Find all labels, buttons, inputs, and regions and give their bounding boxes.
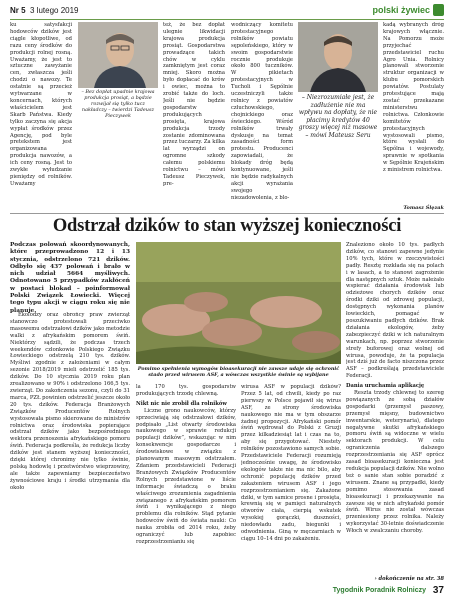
- top-column-3: wodniczący komitetu protestacyjnego rolników powiatu sępoleńskiego, który w swoim gospodarstwie rocznie produkuje około 800 tuczników. W pikietach protestacyjnych w Tucholi i Sępólnie uczestniczyli także rolnicy z powiatów człuchowskiego, chojnickiego oraz świeckiego. Wśród rolników trwały dyskusje na temat zasadności form protestu. Producenci zapowiadali, że blokady dróg będą kontynuowane, jeśli nie będzie radykalnych akcji wyrażania swojego niezadowolenia, z blo-: [231, 22, 293, 201]
- portrait-photo-1: [78, 22, 158, 88]
- portrait-photo-2: [298, 22, 378, 92]
- article-photo-caption: Pomimo spełnienia wymogów bioasekuracji nie zawsze udaje się ochronić stado przed wirusem ASF, a wówczas wszystkie świnie są wybijane: [137, 366, 340, 379]
- portrait-2-graphic: [298, 22, 378, 92]
- top-column-2: też, że bez dopłat ulegnie likwidacji krajowa produkcja prosiąt. Gospodarstwa prowadzące takich chów w cyklu zamkniętym jest coraz mniej. Skoro można było dopłacać do krów i owiec, można to zrobić także do loch. Jeśli nie będzie gospodarstw produkujących prosięta, krajowa produkcja trzody zostanie zdominowana przez tuczarzy. Za kilka lat wyrządzi on ogromne szkody całemu polskiemu rolnictwu – mówi Tadeusz Pieczywek, pre-: [163, 22, 225, 187]
- portrait-caption-1: – Bez dopłat upadnie krajowa produkcja prosiąt, a będzie rozwijał się tylko tucz nakładczy – twierdzi Tadeusz Pieczywek: [81, 89, 155, 120]
- portrait-1-graphic: [78, 22, 158, 88]
- page-footer: [10, 576, 444, 597]
- publication-name: Tygodnik Poradnik Rolniczy: [332, 587, 426, 594]
- top-author: Tomasz Ślęzak: [403, 205, 444, 211]
- issue-info: [10, 6, 79, 15]
- subhead-2: Dania uruchamia aplikację: [346, 383, 425, 390]
- header-rule: [10, 19, 444, 20]
- page-header: [10, 6, 444, 18]
- pigs-photo-graphic: [136, 242, 341, 364]
- top-column-4: kadą wybranych dróg krajowych włącznie. Na Pomorzu może przyjechać przedstawiciel ruchu Agro Unia. Rolnicy planowali stworzenie struktur organizacji w klubu pomorskich powiatów. Postulaty protestujące mają zostać przekazane ministerstwu rolnictwa. Członkowie komitetów protestacyjnych wystosowali pismo, które wysłali do Sępólna i wojewody, sprawnie w spotkania w Sępólnie Krajeńskim z ministrem rolnictwa.: [383, 22, 444, 174]
- article-photo-pigs: [136, 242, 341, 364]
- article-title: Odstrzał dzików to stan wyższej konieczności: [52, 216, 402, 236]
- article-column-2: la 170 tys. gospodarstw produkujących trzodę chlewną. Nikt nic nie zrobił dla rolników Liczne grono naukowców, którzy sprzeciwiają się odstrzałowi dzików, podpisało „List otwarty środowiska naukowego w sprawie redukcji populacji dzików”, wskazując w nim konsekwencje gospodarcze i środowiskowe w związku z planowanym masowym odstrzałem. Zdaniem przedstawicieli Federacji Branżowych Związków Producentów Rolnych przedstawione w liście informacje świadczą o braku właściwego zrozumienia zagadnienia związanego z afrykańskim pomorem świń i wynikającego z niego problemu dla rolników. Stąd pytanie hodowców świń do świata nauki: Co nauka zrobiła od 2014 roku, żeby ograniczyć lub zapobiec rozprzestrzenianiu się: [136, 384, 236, 545]
- section-separator: [10, 213, 444, 214]
- issue-number: Nr 5: [10, 6, 26, 15]
- top-column-1: ku satysfakcji hodowców dzików jest ciągle kłopotliwe, od razu ceny środków do produkcji rolnej rosną. Uważamy, że jest to sztuczne zawyżanie cen, zwłaszcza jeśli chodzi o nawozy. Te ostatnie są przecież wytwarzane w koncernach, których właścicielem jest Skarb Państwa. Kiedy tylko zaczyna się akcja wypłat środków przez Agencję, pod byle pretekstem jest organizowana produkcja nawozów, a ich ceny rosną. Jest to zwykłe wyłudzanie pieniędzy od rolników. Uważamy: [10, 22, 72, 187]
- brand-logo-icon: [433, 4, 444, 16]
- article-lead: Podczas polowań skoordynowanych, które przeprowadzono 12 i 13 stycznia, odstrzelono 721 dzików. Odbyło się 437 polowań i brało w nich udział 5664 myśliwych. Odnotowano 5 przypadków zakłóceń w postaci blokad – poinformował Polski Związek Łowiecki. Więcej tego typu akcji w ciągu roku się nie planuje.: [10, 242, 130, 314]
- article-column-4: Znaleziono około 10 tys. padłych dzików, co stanowi zapewne jedynie 10% tych, które w rzeczywistości padły. Resztę rozkłada się na polach i w lasach, a to stanowi zagrożenie dla następnych sztuk. Może nałeżało wspierać działania środowisk lub odzieżowe chorych dzików oraz środki dziki od zdrowej populacji, dostępnych wykonania planów łowieckich, pomagać w poszukiwaniu padłych dzików. Brak działania ekologów, żeby zabezpieczyć dziki w ich naturalnym warunkach, np. poprzez stworzenie strefy buforowej oraz wolnej od wirusa, powoduje, że ta populacja jest dziś już de facto niszczona przez ASF – podkreślają przedstawiciele Federacji. Dania uruchamia aplikację Reszta trzody chlewnej to szereg powiązanych ze sobą działów gospodarki (przemysł paszowy, przemysł mięsny, budownictwo inwentarskie, weterynaria), dlatego negatywne skutki afrykańskiego pomoru świń są widoczne w wielu sektorach produkcji. W celu ograniczenia dalszego rozprzestrzeniania się ASF oprócz zasad bioasekuracji konieczna jest redukcja populacji dzików. Nie wolno też o sanie stan sobie poradzić z wirusem. Znane są przypadki, kiedy pomimo stosowania zasad bioasekuracji i przekazywanie na zawsze się w nich afrykański pomór świń. Wirus nie został wówczas przeniesiony przez rolnika. Należy wykorzystać 30-letnie doświadczenie Włoch w zwalczaniu choroby.: [346, 242, 444, 535]
- continued-on-link[interactable]: › dokończenie na str. 38: [374, 576, 444, 582]
- subhead-1: Nikt nic nie zrobił dla rolników: [136, 400, 227, 407]
- section-brand: polski żywiec: [372, 5, 430, 15]
- article-column-3: wirusa ASF w populacji dzików? Przez 5 lat, od chwili, kiedy po raz pierwszy w Polsce pojawił się wirus ASF, ze strony środowiska naukowego nie ma w tym obszarze żadnej propozycji. Afrykański pomór świń wędrował do Polski z Gruzji przez kilkadziesiąt lat i czas na to, aby się przygotować. Niestety rolników pozostawiono samych sobie. Przedstawiciele Federacji rozumieją jednocześnie uwagę, że środowisko ekologów także nie ma nic bilo, aby ochronić populację dzików przed zakażeniem wirusem ASF i jego rozprzestrzenianiem się. Zakażone dziki, w tym samice prosne i prosięta, krewnią się w pamięci naturalnych otworów ciała, cierpią wskutek wysokiej gorączki, duszności, niedowładu zadu, biegunki i odwodnienia. Giną w męczarniach w ciągu 10–14 dni po zakażeniu.: [241, 384, 341, 542]
- portrait-caption-2: – Niezrozumiałe jest, że zadłużenie nie ma wpływu na dopłaty, że nie płacimy kredytów 40 groszy więcej niż masowe – mówi Mateusz Seru: [298, 94, 378, 139]
- page-number: 37: [432, 585, 444, 596]
- article-column-1: Ekolodzy oraz obrońcy praw zwierząt stanowczo protestowali przeciwko masowemu odstrzałowi dzików jako metodzie walki z afrykańskim pomorem świń. Niektórzy sądzili, że podczas trzech weekendów członkowie Polskiego Związku Łowieckiego odstrzelą 210 tys. dzików. Myśliwi zgodnie z założeniami w całym sezonie 2018/2019 mieli odstrzelić 185 tys. dzików. Do 10 stycznia 2019 roku plan zrealizowano w 90% i odstrzelono 166,5 tys. zwierząt. Do zakończenia sezonu, czyli do 31 marca, PZŁ powinien odstrzelić jeszcze około 20 tys. dzików. Federacja Branżowych Związków Producentów Rolnych wystosowała pismo skierowane do ministrów rolnictwa oraz środowiska popierające odstrzał dzików jako bezpośredniego wektora przenoszenia afrykańskiego pomoru świń. Federacja podkreśla, że redukcja liczby dzików jest stanem wyższej konieczności, dzięki której chronimy nie tylko świnie, polską hodowlę i przetwórstwo wieprzowiny, ale także zapewniamy bezpieczeństwo żywnościowe kraju i środki utrzymania dla około: [10, 312, 130, 491]
- issue-date: 3 lutego 2019: [30, 6, 79, 15]
